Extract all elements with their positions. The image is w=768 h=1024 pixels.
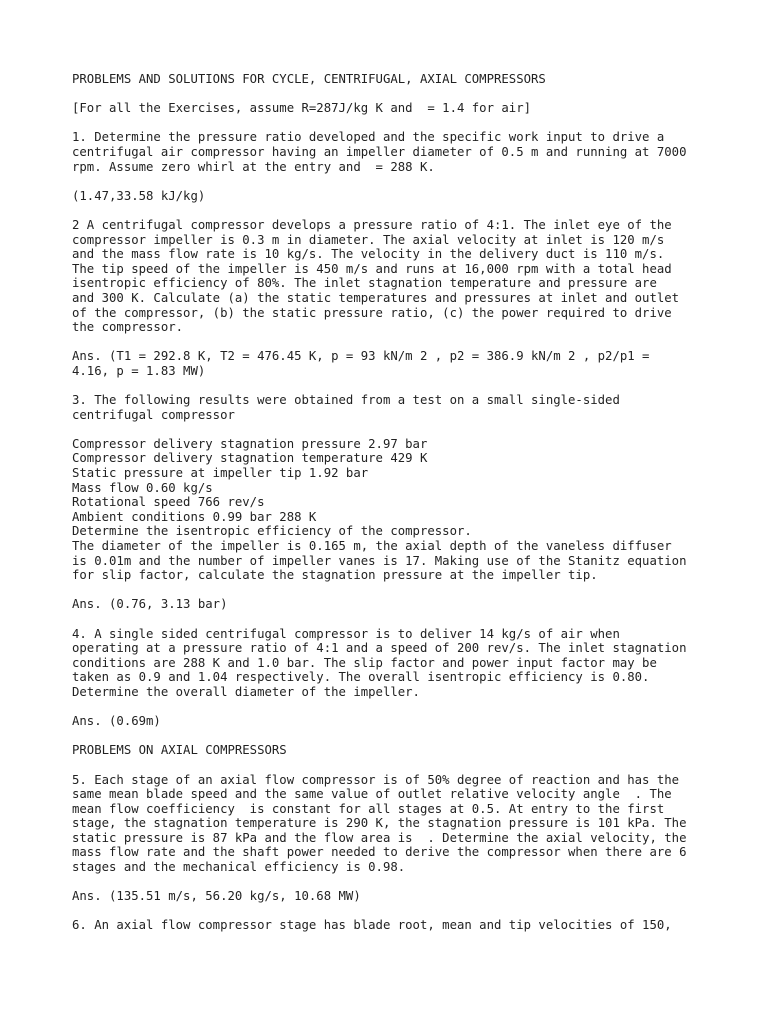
text-line: Ans. (T1 = 292.8 K, T2 = 476.45 K, p = 93 kN/m 2 , p2 = 386.9 kN/m 2 , p2/p1 =	[72, 349, 650, 364]
text-line: 1. Determine the pressure ratio developed and the specific work input to drive a	[72, 130, 665, 145]
text-line: Determine the overall diameter of the impeller.	[72, 684, 420, 699]
problem-4	[72, 627, 712, 700]
text-line: stage, the stagnation temperature is 290 K, the stagnation pressure is 101 kPa. The	[72, 816, 687, 831]
text-line: mass flow rate and the shaft power needed to derive the compressor when there are 6	[72, 845, 687, 860]
text-line: PROBLEMS AND SOLUTIONS FOR CYCLE, CENTRIFUGAL, AXIAL COMPRESSORS	[72, 72, 546, 86]
text-line: 3. The following results were obtained from a test on a small single-sided	[72, 393, 620, 408]
problem-3-intro	[72, 393, 712, 422]
text-line: Mass flow 0.60 kg/s	[72, 480, 213, 495]
text-line: [For all the Exercises, assume R=287J/kg K and = 1.4 for air]	[72, 101, 532, 116]
answer-1	[72, 189, 712, 204]
text-line: taken as 0.9 and 1.04 respectively. The overall isentropic efficiency is 0.80.	[72, 670, 650, 685]
answer-3	[72, 597, 712, 612]
text-line: The tip speed of the impeller is 450 m/s and runs at 16,000 rpm with a total head	[72, 261, 672, 276]
text-line: for slip factor, calculate the stagnation pressure at the impeller tip.	[72, 568, 598, 583]
answer-5	[72, 889, 712, 904]
problem-3-data	[72, 437, 712, 583]
text-line: compressor impeller is 0.3 m in diameter. The axial velocity at inlet is 120 m/s	[72, 232, 665, 247]
problem-6	[72, 918, 712, 933]
text-line: 5. Each stage of an axial flow compressor is of 50% degree of reaction and has the	[72, 772, 680, 787]
text-line: operating at a pressure ratio of 4:1 and a speed of 200 rev/s. The inlet stagnation	[72, 641, 687, 656]
text-line: Compressor delivery stagnation temperature 429 K	[72, 451, 428, 466]
text-line: centrifugal air compressor having an impeller diameter of 0.5 m and running at 7000	[72, 144, 687, 159]
text-line: Ans. (135.51 m/s, 56.20 kg/s, 10.68 MW)	[72, 889, 361, 904]
text-line: same mean blade speed and the same value of outlet relative velocity angle . The	[72, 787, 672, 802]
text-line: stages and the mechanical efficiency is 0.98.	[72, 860, 406, 875]
text-line: rpm. Assume zero whirl at the entry and = 288 K.	[72, 159, 435, 174]
text-line: is 0.01m and the number of impeller vanes is 17. Making use of the Stanitz equation	[72, 553, 687, 568]
answer-4	[72, 714, 712, 729]
text-line: 4.16, p = 1.83 MW)	[72, 363, 206, 378]
text-line: static pressure is 87 kPa and the flow area is . Determine the axial velocity, the	[72, 830, 687, 845]
text-line: and the mass flow rate is 10 kg/s. The velocity in the delivery duct is 110 m/s.	[72, 247, 665, 262]
text-line: Determine the isentropic efficiency of the compressor.	[72, 524, 472, 539]
text-line: centrifugal compressor	[72, 407, 235, 422]
text-line: 4. A single sided centrifugal compressor is to deliver 14 kg/s of air when	[72, 626, 620, 641]
section-axial-heading	[72, 743, 712, 758]
answer-2	[72, 349, 712, 378]
text-line: and 300 K. Calculate (a) the static temperatures and pressures at inlet and outlet	[72, 290, 680, 305]
text-line: of the compressor, (b) the static pressure ratio, (c) the power required to drive	[72, 305, 672, 320]
text-line: PROBLEMS ON AXIAL COMPRESSORS	[72, 743, 287, 758]
problem-5	[72, 773, 712, 875]
text-line: Rotational speed 766 rev/s	[72, 495, 265, 510]
problem-1	[72, 130, 712, 174]
text-line: Compressor delivery stagnation pressure 2.97 bar	[72, 436, 428, 451]
text-line: The diameter of the impeller is 0.165 m, the axial depth of the vaneless diffuser	[72, 539, 672, 553]
assumption-note	[72, 101, 712, 116]
text-line: (1.47,33.58 kJ/kg)	[72, 188, 206, 203]
text-line: Static pressure at impeller tip 1.92 bar	[72, 466, 369, 481]
text-line: the compressor.	[72, 320, 184, 335]
text-line: Ans. (0.69m)	[72, 714, 161, 729]
document-page	[72, 72, 712, 948]
text-line: 6. An axial flow compressor stage has blade root, mean and tip velocities of 150,	[72, 918, 672, 933]
text-line: isentropic efficiency of 80%. The inlet stagnation temperature and pressure are	[72, 276, 657, 291]
text-line: mean flow coefficiency is constant for all stages at 0.5. At entry to the first	[72, 801, 665, 816]
problem-2	[72, 218, 712, 335]
text-line: conditions are 288 K and 1.0 bar. The slip factor and power input factor may be	[72, 655, 657, 670]
text-line: Ans. (0.76, 3.13 bar)	[72, 597, 228, 612]
text-line: Ambient conditions 0.99 bar 288 K	[72, 509, 317, 524]
doc-title	[72, 72, 712, 87]
text-line: 2 A centrifugal compressor develops a pressure ratio of 4:1. The inlet eye of the	[72, 217, 672, 232]
